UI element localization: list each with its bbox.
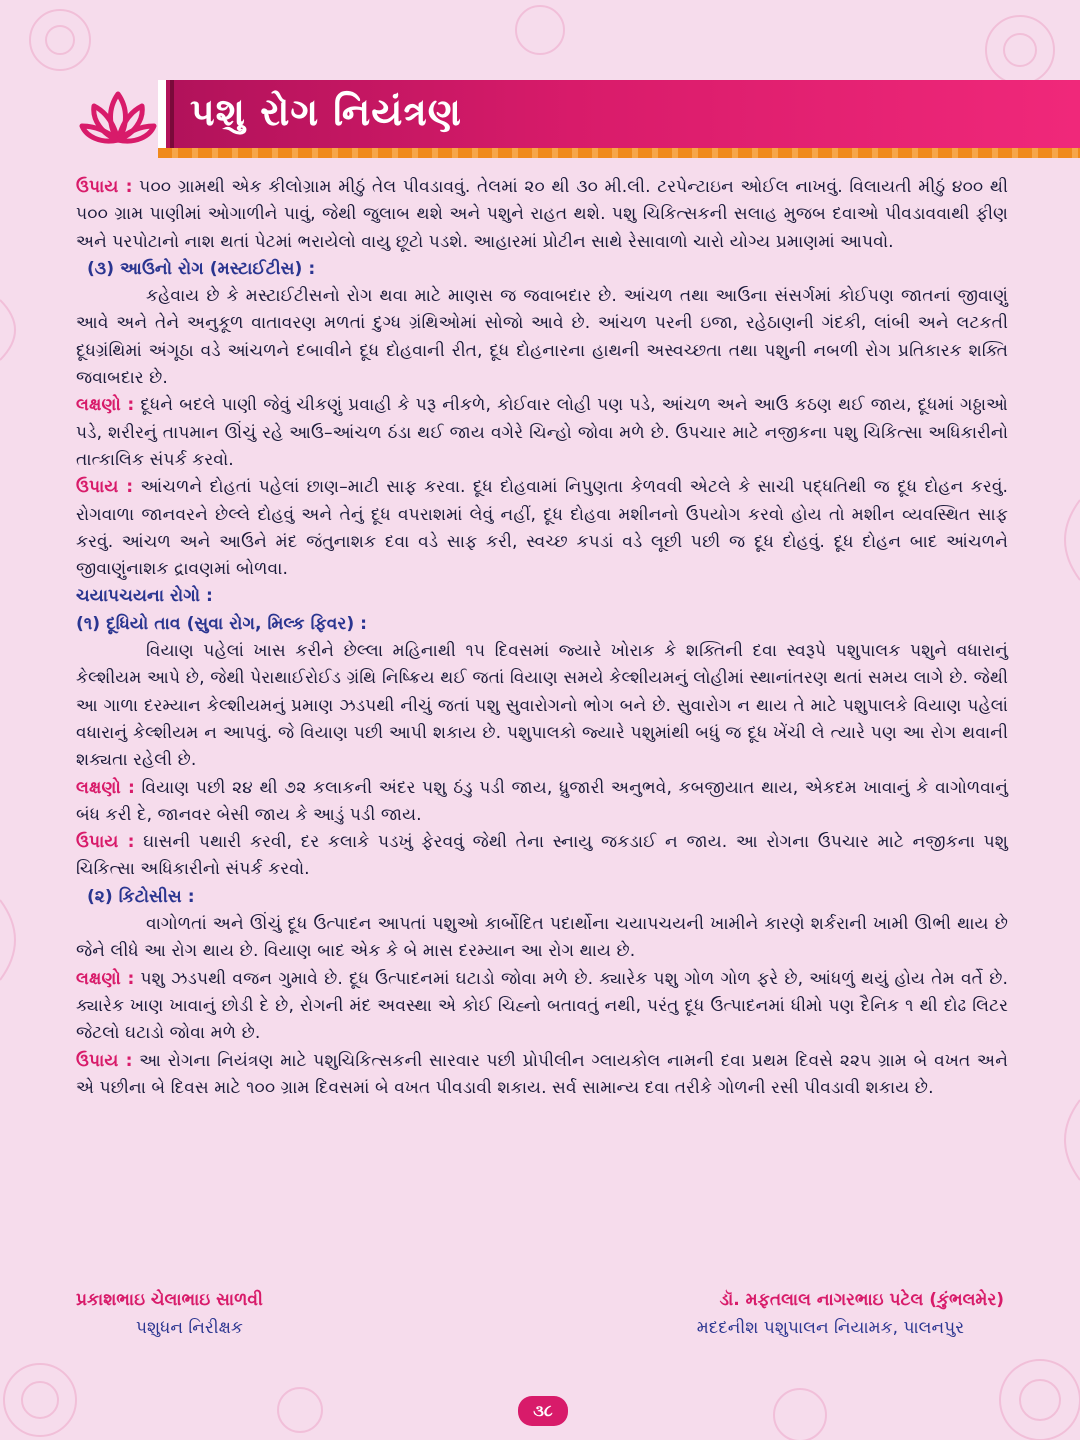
paragraph-text: ઘાસની પથારી કરવી, દર કલાકે પડખું ફેરવવું જેથી તેના સ્નાયુ જકડાઈ ન જાય. આ રોગના ઉપચાર માટે નજીકના પશુ ચિકિત્સા અધિકારીનો સંપર્ક કરવો. (76, 832, 1008, 880)
ketosis-heading: (૨) કિટોસીસ : (86, 886, 195, 907)
paragraph (76, 174, 1008, 256)
remedy-label: ઉપાય : (76, 832, 135, 853)
article-body (76, 174, 1008, 1102)
paragraph: વિયાણ પહેલાં ખાસ કરીને છેલ્લા મહિનાથી ૧૫ દિવસમાં જ્યારે ખોરાક કે શક્તિની દવા સ્વરૂપે પશુપાલક પશુને વધારાનું કેલ્શીયમ આપે છે, જેથી પેરાથાઈરોઈડ ગ્રંથિ નિષ્ક્રિય થઈ જતાં વિયાણ સમયે કેલ્શીયમનું લોહીમાં સ્થાનાંતરણ થતાં સમય લાગે છે. જેથી આ ગાળા દરમ્યાન કેલ્શીયમનું પ્રમાણ ઝડપથી નીચું જતાં પશુ સુવારોગનો ભોગ બને છે. સુવારોગ ન થાય તે માટે પશુપાલકે વિયાણ પહેલાં વધારાનું કેલ્શીયમ ન આપવું. જે વિયાણ પછી આપી શકાય છે. પશુપાલકો જ્યારે પશુમાંથી બધું જ દૂધ ખેંચી લે ત્યારે પણ આ રોગ થવાની શક્યતા રહેલી છે. (76, 641, 1008, 771)
milk-fever-heading: (૧) દૂધિયો તાવ (સુવા રોગ, મિલ્ક ફિવર) : (76, 613, 368, 634)
remedy-label: ઉપાય : (76, 477, 134, 498)
author-name: ડૉ. મફતલાલ નાગરભાઇ પટેલ (કુંભલમેર) (719, 1290, 1004, 1310)
paragraph-text: દૂધને બદલે પાણી જેવું ચીકણું પ્રવાહી કે પરૂ નીકળે, કોઈવાર લોહી પણ પડે, આંચળ અને આઉ કઠણ થઈ જાય, દૂધમાં ગઠ્ઠાઓ પડે, શરીરનું તાપમાન ઊંચું રહે આઉ–આંચળ ઠંડા થઈ જાય વગેરે ચિન્હો જોવા મળે છે. ઉપચાર માટે નજીકના પશુ ચિકિત્સા અધિકારીનો તાત્કાલિક સંપર્ક કરવો. (76, 395, 1008, 470)
symptoms-label: લક્ષણો : (76, 395, 135, 416)
paragraph (76, 829, 1008, 884)
title-band (158, 80, 1080, 148)
paragraph (76, 966, 1008, 1048)
page-number: ૩૮ (518, 1396, 568, 1426)
paragraph-text: આ રોગના નિયંત્રણ માટે પશુચિકિત્સકની સારવાર પછી પ્રોપીલીન ગ્લાયકોલ નામની દવા પ્રથમ દિવસે ૨૨૫ ગ્રામ બે વખત અને એ પછીના બે દિવસ માટે ૧૦૦ ગ્રામ દિવસમાં બે વખત પીવડાવી શકાય. સર્વ સામાન્ય દવા તરીકે ગોળની રસી પીવડાવી શકાય છે. (76, 1050, 1008, 1098)
paragraph-text: પશુ ઝડપથી વજન ગુમાવે છે. દૂધ ઉત્પાદનમાં ઘટાડો જોવા મળે છે. ક્યારેક પશુ ગોળ ગોળ ફરે છે, આંધળું થયું હોય તેમ વર્તે છે. ક્યારેક ખાણ ખાવાનું છોડી દે છે, રોગની મંદ અવસ્થા એ કોઈ ચિહ્નો બતાવતું નથી, પરંતુ દૂધ ઉત્પાદનમાં ધીમો પણ દૈનિક ૧ થી દોઢ લિટર જેટલો ઘટાડો જોવા મળે છે. (76, 968, 1008, 1044)
remedy-label: ઉપાય : (76, 1050, 133, 1071)
author-right (697, 1290, 1004, 1338)
page-title: પશુ રોગ નિયંત્રણ (190, 90, 462, 134)
paragraph (76, 392, 1008, 474)
paragraph: કહેવાય છે કે મસ્ટાઈટીસનો રોગ થવા માટે માણસ જ જવાબદાર છે. આંચળ તથા આઉના સંસર્ગમાં કોઈપણ જાતનાં જીવાણું આવે અને તેને અનુકૂળ વાતાવરણ મળતાં દુગ્ધ ગ્રંથિઓમાં સોજો આવે છે. આંચળ પરની ઇજા, રહેઠાણની ગંદકી, લાંબી અને લટકતી દૂધગ્રંથિમાં અંગૂઠા વડે આંચળને દબાવીને દૂધ દોહવાની રીત, દૂધ દોહનારના હાથની અસ્વચ્છતા તથા પશુની નબળી રોગ પ્રતિકારક શક્તિ જવાબદાર છે. (76, 286, 1008, 389)
paragraph (76, 775, 1008, 830)
author-name: પ્રકાશભાઇ ચેલાભાઇ સાળવી (76, 1290, 263, 1310)
symptoms-label: લક્ષણો : (76, 777, 135, 798)
section-heading (76, 884, 1008, 911)
paragraph (76, 1048, 1008, 1103)
section-heading (76, 583, 1008, 610)
paragraph-text: આંચળને દોહતાં પહેલાં છાણ–માટી સાફ કરવા. દૂધ દોહવામાં નિપુણતા કેળવવી એટલે કે સાચી પદ્ધતિથી જ દૂધ દોહન કરવું. રોગવાળા જાનવરને છેલ્લે દોહવું અને તેનું દૂધ વપરાશમાં લેવું નહીં, દૂધ દોહવા મશીનનો ઉપયોગ કરવો હોય તો મશીન વ્યવસ્થિત સાફ કરવું. આંચળ અને આઉને મંદ જંતુનાશક દવા વડે સાફ કરી, સ્વચ્છ કપડાં વડે લૂછી પછી જ દૂધ દોહવું. દૂધ દોહન બાદ આંચળને જીવાણુંનાશક દ્રાવણમાં બોળવા. (76, 477, 1008, 580)
paragraph-text: ૫૦૦ ગ્રામથી એક કીલોગ્રામ મીઠું તેલ પીવડાવવું. તેલમાં ૨૦ થી ૩૦ મી.લી. ટરપેન્ટાઇન ઓઈલ નાખવું. વિલાયતી મીઠું ૪૦૦ થી ૫૦૦ ગ્રામ પાણીમાં ઓગાળીને પાવું, જેથી જુલાબ થશે અને પશુને રાહત થશે. પશુ ચિકિત્સકની સલાહ મુજબ દવાઓ પીવડાવવાથી ફીણ અને પરપોટાનો નાશ થતાં પેટમાં ભરાયેલો વાયુ છૂટો પડશે. આહારમાં પ્રોટીન સાથે રેસાવાળો ચારો યોગ્ય પ્રમાણમાં આપવો. (76, 177, 1009, 252)
section-heading (76, 256, 1008, 283)
symptoms-label: લક્ષણો : (76, 968, 135, 989)
lotus-icon (78, 86, 158, 150)
author-left (76, 1290, 263, 1338)
paragraph-text: વિયાણ પછી ૨૪ થી ૭૨ કલાકની અંદર પશુ ઠંડુ પડી જાય, ધ્રુજારી અનુભવે, કબજીયાત થાય, એકદમ ખાવાનું કે વાગોળવાનું બંધ કરી દે, જાનવર બેસી જાય કે આડું પડી જાય. (76, 777, 1008, 825)
author-role: પશુધન નિરીક્ષક (136, 1318, 243, 1338)
decorative-border (158, 148, 1080, 158)
paragraph: વાગોળતાં અને ઊંચું દૂધ ઉત્પાદન આપતાં પશુઓ કાર્બોદિત પદાર્થોના ચયાપચયની ખામીને કારણે શર્કરાની ખામી ઊભી થાય છે જેને લીધે આ રોગ થાય છે. વિયાણ બાદ એક કે બે માસ દરમ્યાન આ રોગ થાય છે. (76, 914, 1008, 962)
mastitis-heading: (૩) આઉનો રોગ (મસ્ટાઈટીસ) : (86, 258, 316, 279)
metabolic-heading: ચયાપચયના રોગો : (76, 586, 213, 607)
author-role: મદદનીશ પશુપાલન નિયામક, પાલનપુર (696, 1318, 964, 1338)
remedy-label: ઉપાય : (76, 177, 133, 197)
paragraph (76, 474, 1008, 583)
page-header (78, 80, 1080, 160)
section-heading (76, 611, 1008, 638)
